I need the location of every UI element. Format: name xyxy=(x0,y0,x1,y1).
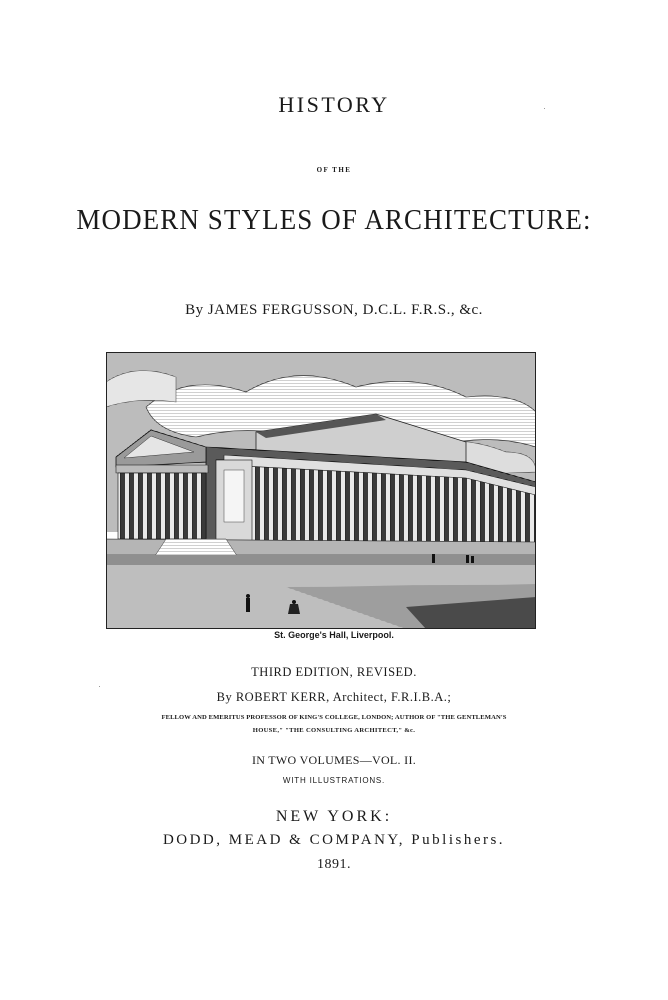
author-line: By JAMES FERGUSSON, D.C.L. F.R.S., &c. xyxy=(185,302,483,318)
illustrations-line: WITH ILLUSTRATIONS. xyxy=(282,776,386,785)
edition-line: THIRD EDITION, REVISED. xyxy=(251,665,417,679)
imprint-city: NEW YORK: xyxy=(275,808,393,825)
reviser-line: By ROBERT KERR, Architect, F.R.I.B.A.; xyxy=(216,690,452,704)
paper-speck xyxy=(99,686,100,687)
reviser-credentials-line-1: FELLOW AND EMERITUS PROFESSOR OF KING'S COLLEGE, LONDON; AUTHOR OF "THE GENTLEMAN'S xyxy=(161,714,507,721)
paper-speck xyxy=(544,108,545,109)
imprint-publisher: DODD, MEAD & COMPANY, Publishers. xyxy=(162,832,506,848)
title-line-main: MODERN STYLES OF ARCHITECTURE: xyxy=(76,204,592,236)
imprint-year: 1891. xyxy=(317,857,351,872)
volumes-line: IN TWO VOLUMES—VOL. II. xyxy=(251,753,417,767)
frontispiece-engraving xyxy=(106,352,536,629)
title-line-history: HISTORY xyxy=(278,92,390,117)
frontispiece-caption: St. George's Hall, Liverpool. xyxy=(274,630,394,640)
title-line-of-the: OF THE xyxy=(316,166,352,174)
reviser-credentials-line-2: HOUSE," "THE CONSULTING ARCHITECT," &c. xyxy=(252,727,416,734)
